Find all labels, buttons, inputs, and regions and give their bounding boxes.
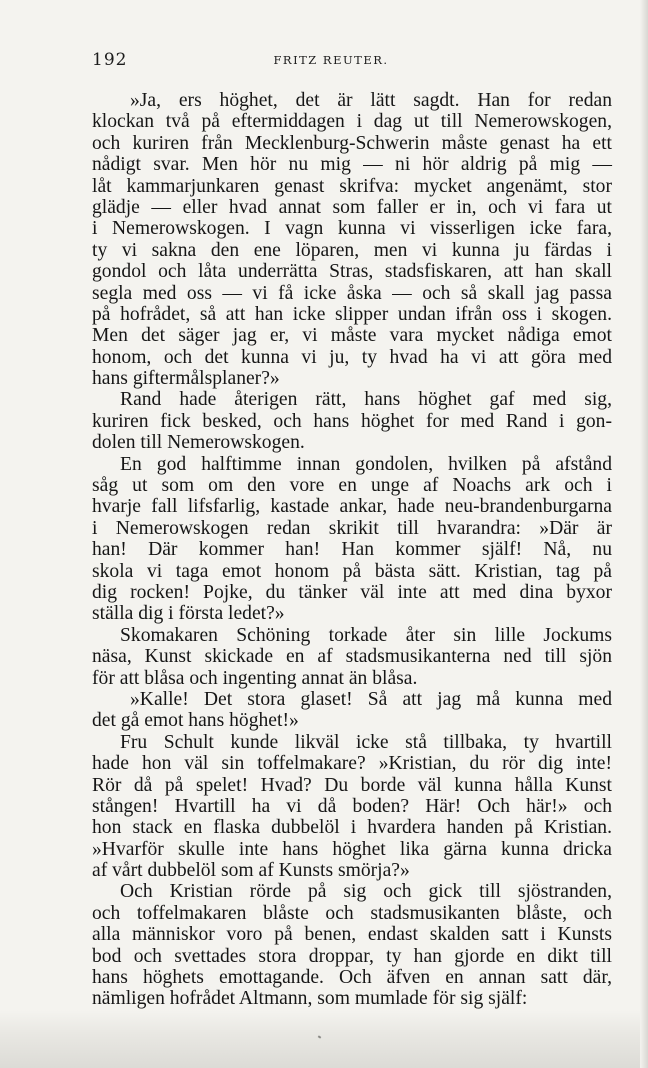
- text-line: Men det säger jag er, vi måste vara mycket nådiga emot: [92, 325, 612, 347]
- text-line: på hofrådet, så att han icke slipper undan ifrån oss i skogen.: [92, 303, 612, 325]
- text-line: Fru Schult kunde likväl icke stå tillbaka, ty hvartill: [120, 731, 612, 753]
- text-line: låt kammarjunkaren genast skrifva: mycket angenämt, stor: [92, 175, 612, 197]
- text-line: klockan två på eftermiddagen i dag ut till Nemerowskogen,: [92, 111, 612, 133]
- text-line: hans giftermålsplaner?»: [92, 368, 280, 390]
- text-line: Rand hade återigen rätt, hans höghet gaf med sig,: [120, 389, 612, 411]
- text-line: stången! Hvartill ha vi då boden? Här! Och här!» och: [92, 795, 612, 817]
- text-line: han! Där kommer han! Han kommer själf! Nå, nu: [92, 539, 612, 561]
- text-line: hvarje fall lifsfarlig, kastade ankar, hade neu-brandenburgarna: [92, 496, 612, 518]
- text-line: Skomakaren Schöning torkade åter sin lille Jockums: [120, 624, 612, 646]
- text-line: »Ja, ers höghet, det är lätt sagdt. Han for redan: [130, 90, 612, 111]
- paragraph: [92, 732, 612, 882]
- text-line: dig rocken! Pojke, du tänker väl inte att med dina byxor: [92, 581, 612, 603]
- text-line: dolen till Nemerowskogen.: [92, 432, 305, 454]
- text-line: Och Kristian rörde på sig och gick till sjöstranden,: [120, 881, 612, 903]
- text-line: i Nemerowskogen redan skrikit till hvarandra: »Där är: [92, 517, 612, 539]
- text-line: gondol och låta underrätta Stras, stadsfiskaren, att han skall: [92, 261, 612, 283]
- page-header: [92, 50, 570, 74]
- text-line: och toffelmakaren blåste och stadsmusikanten blåste, och: [92, 902, 612, 924]
- text-line: för att blåsa och ingenting annat än blåsa.: [92, 667, 418, 689]
- paragraph: [92, 389, 612, 453]
- paragraph: [92, 90, 612, 389]
- text-line: hon stack en flaska dubbelöl i hvardera handen på Kristian.: [92, 817, 612, 839]
- text-line: honom, och det kunna vi ju, ty hvad ha vi att göra med: [92, 346, 612, 368]
- text-line: skola vi taga emot honom på bästa sätt. Kristian, tag på: [92, 560, 612, 582]
- text-line: segla med oss — vi få icke åska — och så skall jag passa: [92, 282, 612, 304]
- text-line: det gå emot hans höghet!»: [92, 710, 299, 732]
- text-line: nämligen hofrådet Altmann, som mumlade för sig själf:: [92, 988, 528, 1010]
- page-number: 192: [92, 50, 128, 70]
- text-line: hans höghets emottagande. Och äfven en annan satt där,: [92, 967, 612, 989]
- text-line: såg ut som om den vore en unge af Noachs ark och i: [92, 475, 612, 497]
- text-line: Rör då på spelet! Hvad? Du borde väl kunna hålla Kunst: [92, 774, 612, 796]
- text-line: ställa dig i första ledet?»: [92, 603, 285, 625]
- text-line: kuriren fick besked, och hans höghet for med Rand i gon-: [92, 410, 612, 432]
- text-line: och kuriren från Mecklenburg-Schwerin måste genast ha ett: [92, 132, 612, 154]
- text-line: alla människor voro på benen, endast skalden satt i Kunsts: [92, 924, 612, 946]
- page-bottom-edge: [0, 1010, 648, 1068]
- text-line: nådigt svar. Men hör nu mig — ni hör aldrig på mig —: [92, 154, 612, 176]
- text-line: bod och svettades stora droppar, ty han gjorde en dikt till: [92, 945, 612, 967]
- paragraph: [92, 881, 612, 1009]
- text-line: »Hvarför skulle inte hans höghet lika gärna kunna dricka: [92, 838, 612, 860]
- text-line: hade hon väl sin toffelmakare? »Kristian, du rör dig inte!: [92, 753, 612, 775]
- text-line: näsa, Kunst skickade en af stadsmusikanterna ned till sjön: [92, 646, 612, 668]
- paragraph: [92, 689, 612, 732]
- text-line: »Kalle! Det stora glaset! Så att jag må kunna med: [130, 688, 612, 710]
- body-text: [92, 90, 612, 1010]
- text-line: ty vi sakna den ene löparen, men vi kunna ju färdas i: [92, 239, 612, 261]
- text-line: af vårt dubbelöl som af Kunsts smörja?»: [92, 860, 410, 882]
- paragraph: [92, 454, 612, 625]
- text-line: glädje — eller hvad annat som faller er in, och vi fara ut: [92, 196, 612, 218]
- text-line: En god halftimme innan gondolen, hvilken på afstånd: [120, 453, 612, 475]
- page-right-edge: [640, 0, 648, 1068]
- paragraph: [92, 625, 612, 689]
- text-line: i Nemerowskogen. I vagn kunna vi visserligen icke fara,: [92, 218, 612, 240]
- running-title: FRITZ REUTER.: [273, 53, 389, 67]
